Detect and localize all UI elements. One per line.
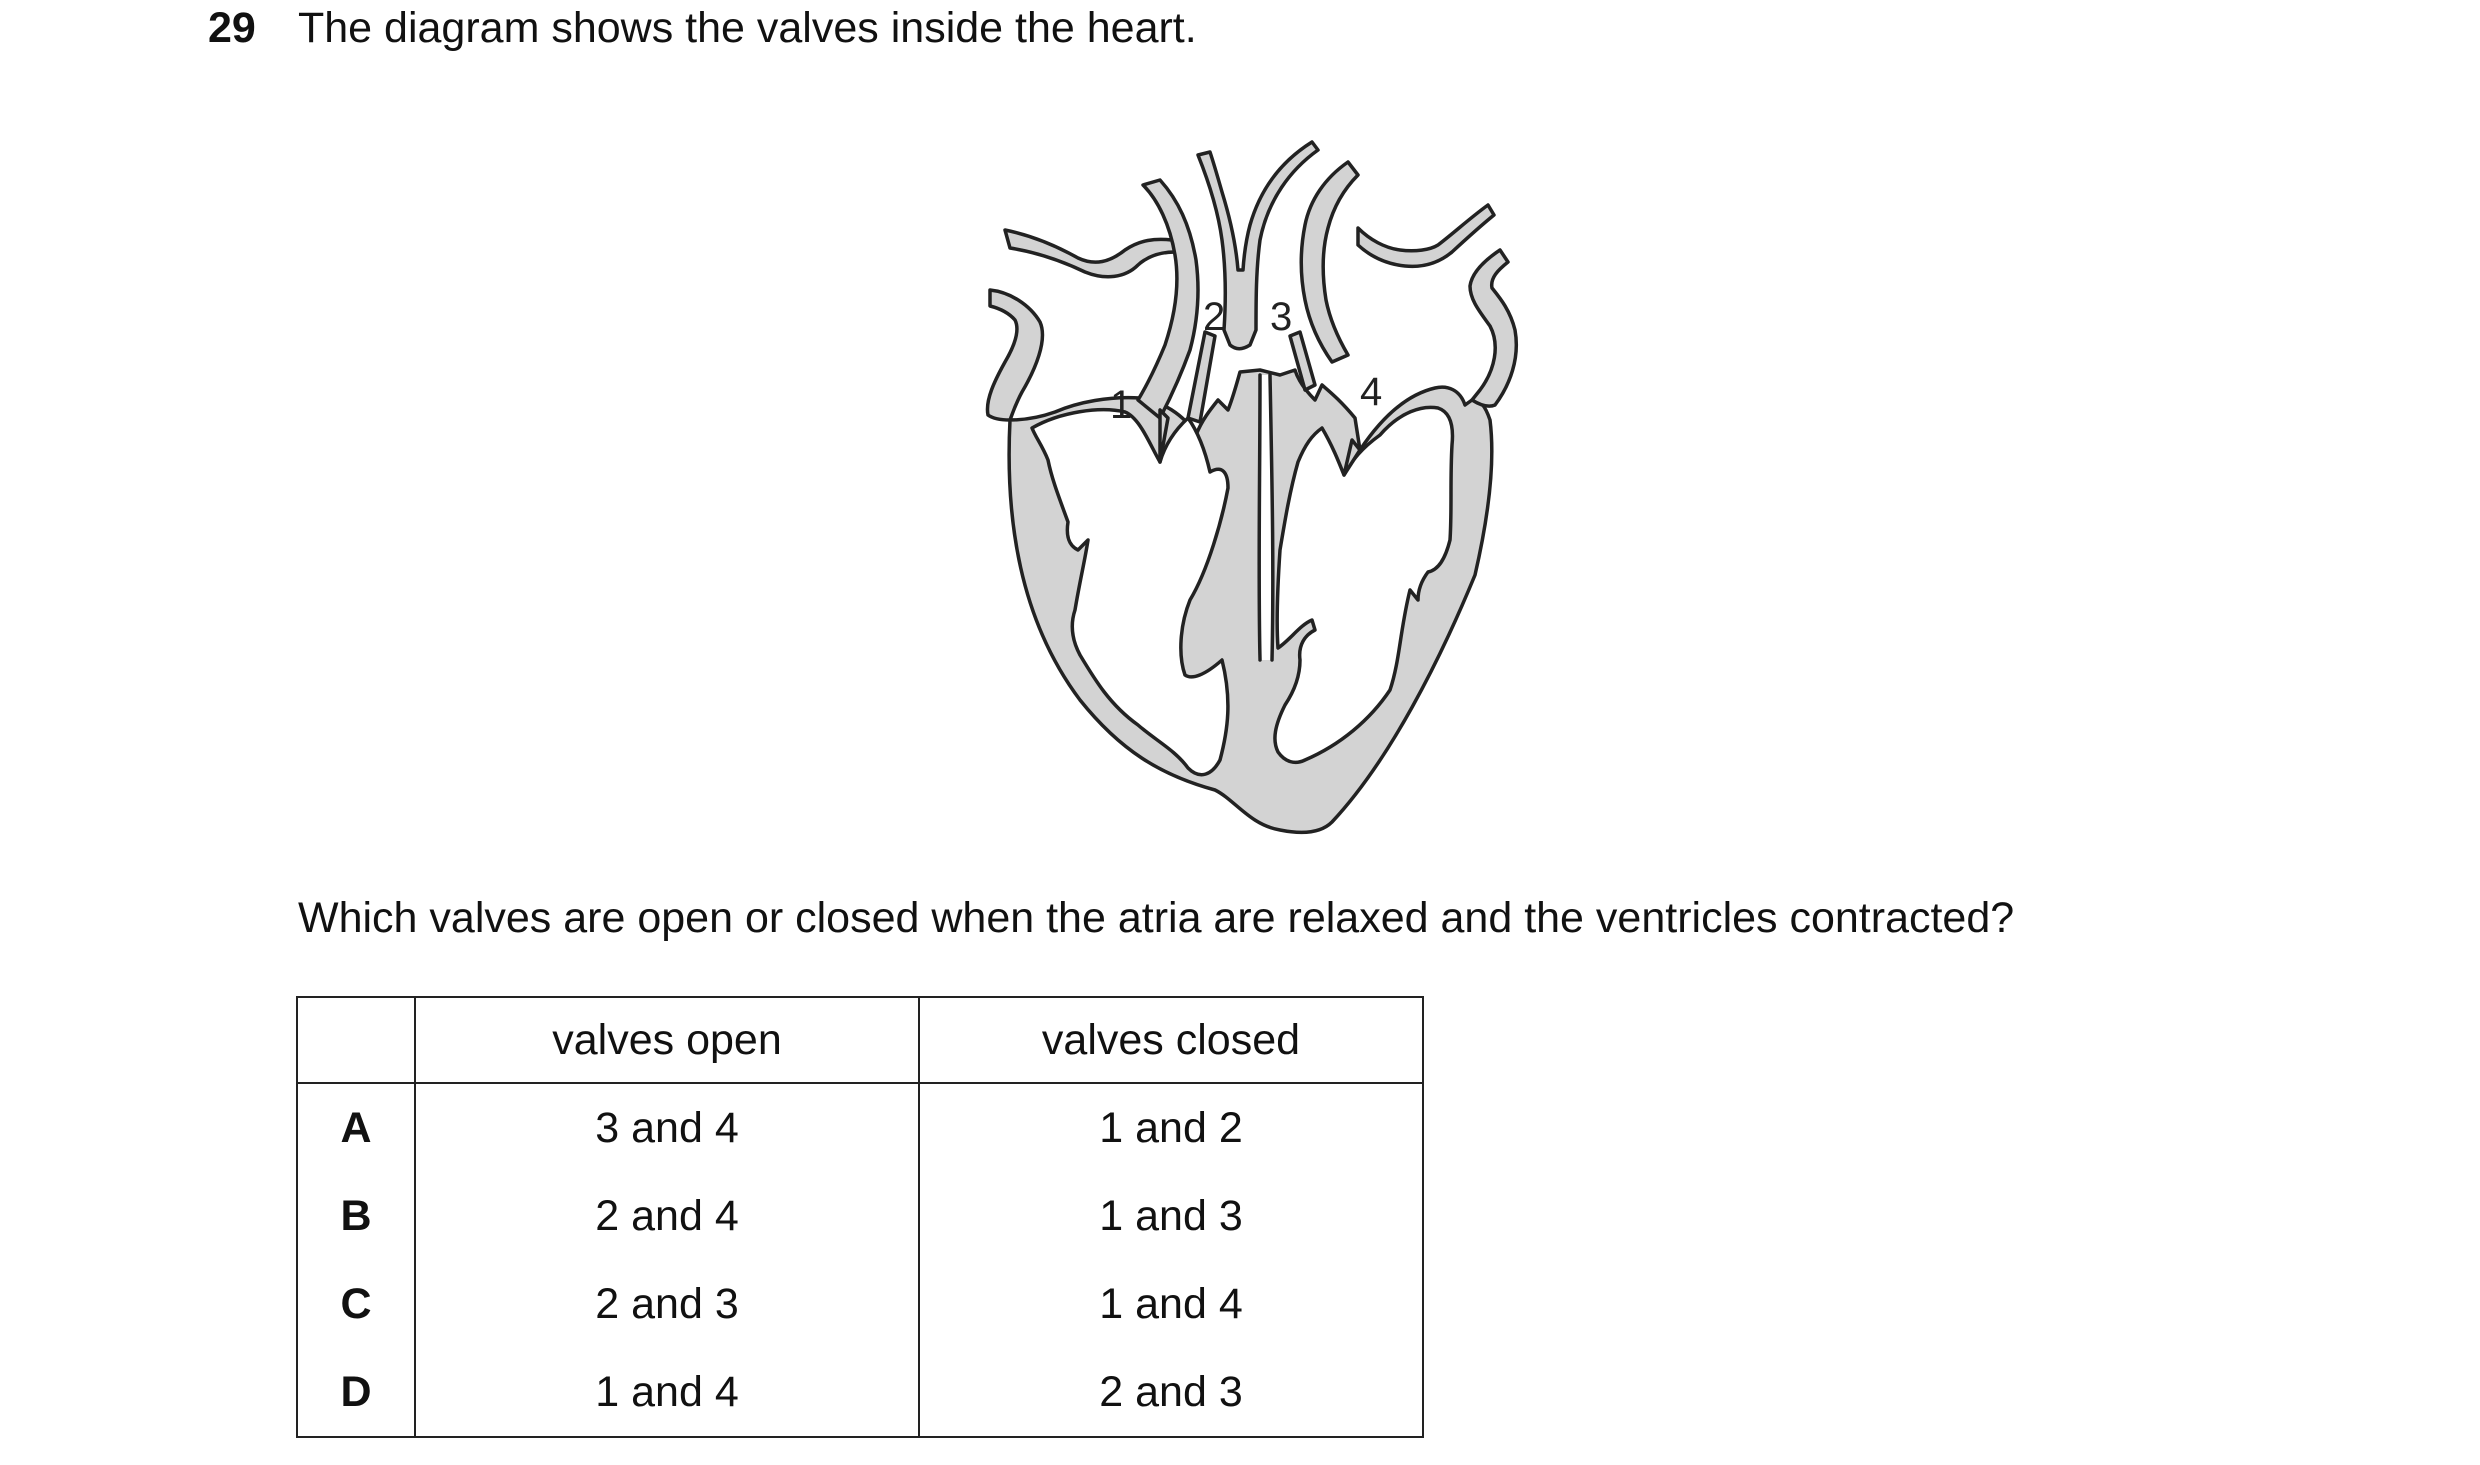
valves-closed-cell: 2 and 3 bbox=[919, 1348, 1423, 1437]
option-letter[interactable]: B bbox=[297, 1172, 415, 1260]
valve-label-2: 2 bbox=[1203, 295, 1226, 339]
vessel-left-upper bbox=[1138, 180, 1198, 418]
option-letter[interactable]: D bbox=[297, 1348, 415, 1437]
valve-label-4: 4 bbox=[1360, 370, 1383, 414]
valves-open-cell: 3 and 4 bbox=[415, 1083, 919, 1172]
option-row-a[interactable] bbox=[297, 1083, 1423, 1172]
vena-cava-left bbox=[987, 290, 1042, 420]
option-row-d[interactable] bbox=[297, 1348, 1423, 1437]
table-header-row bbox=[297, 997, 1423, 1083]
pulmonary-vein-right bbox=[1358, 205, 1494, 266]
valves-open-cell: 2 and 4 bbox=[415, 1172, 919, 1260]
question-number: 29 bbox=[208, 4, 256, 52]
answer-table bbox=[296, 996, 1424, 1438]
option-letter[interactable]: C bbox=[297, 1260, 415, 1348]
vessel-far-right bbox=[1470, 250, 1516, 406]
header-blank bbox=[297, 997, 415, 1083]
valves-closed-cell: 1 and 4 bbox=[919, 1260, 1423, 1348]
question-prompt: Which valves are open or closed when the atria are relaxed and the ventricles contracted? bbox=[298, 894, 2015, 942]
option-row-b[interactable] bbox=[297, 1172, 1423, 1260]
valves-closed-cell: 1 and 3 bbox=[919, 1172, 1423, 1260]
header-valves-open: valves open bbox=[415, 997, 919, 1083]
valves-open-cell: 1 and 4 bbox=[415, 1348, 919, 1437]
vessel-right-upper bbox=[1301, 162, 1358, 362]
valve-label-3: 3 bbox=[1270, 295, 1293, 339]
option-letter[interactable]: A bbox=[297, 1083, 415, 1172]
heart-valves-diagram bbox=[960, 100, 1550, 860]
header-valves-closed: valves closed bbox=[919, 997, 1423, 1083]
option-row-c[interactable] bbox=[297, 1260, 1423, 1348]
valves-closed-cell: 1 and 2 bbox=[919, 1083, 1423, 1172]
valve-label-1: 1 bbox=[1110, 383, 1133, 427]
question-stem: The diagram shows the valves inside the heart. bbox=[298, 4, 1197, 52]
pulmonary-artery-left-branch bbox=[1005, 230, 1175, 277]
valves-open-cell: 2 and 3 bbox=[415, 1260, 919, 1348]
